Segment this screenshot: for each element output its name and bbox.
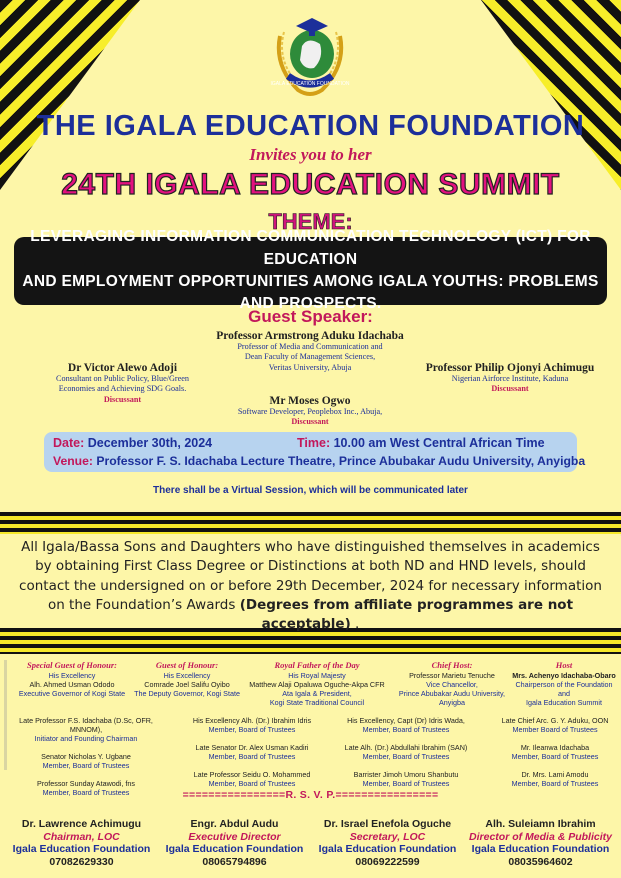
virtual-session-note: There shall be a Virtual Session, which will be communicated later xyxy=(153,485,468,496)
trustees-column-4: Late Chief Arc. G. Y. Aduku, OON Member Board of Trustees Mr. Ileanwa Idachaba Member, Board of Trustees Dr. Mrs. Lami Amodu Member, Board of Trustees xyxy=(501,716,609,788)
discussant-adoji-tag: Discussant xyxy=(103,394,142,404)
royal-father: Royal Father of the Day His Royal Majesty Matthew Alaji Opaluwa Oguche-Akpa CFR Ata Igala & President, Kogi State Traditional Council xyxy=(249,660,385,707)
discussant-achimugu-name: Professor Philip Ojonyi Achimugu xyxy=(425,362,595,374)
event-venue: Venue: Professor F. S. Idachaba Lecture Theatre, Prince Abubakar Audu University, Anyigba xyxy=(53,454,586,468)
chief-host: Chief Host: Professor Marietu Tenuche Vice Chancellor, Prince Abubakar Audu University, Anyigba xyxy=(398,660,506,707)
summit-title: 24TH IGALA EDUCATION SUMMIT xyxy=(61,168,560,201)
discussant-achimugu-tag: Discussant xyxy=(491,384,529,394)
theme-box xyxy=(14,228,607,313)
event-time: Time: 10.00 am West Central African Time xyxy=(297,436,545,450)
contact-achimugu: Dr. Lawrence Achimugu Chairman, LOC Igala Education Foundation 07082629330 xyxy=(12,818,151,868)
invites-text: Invites you to her xyxy=(249,145,372,164)
discussant-ogwo xyxy=(210,395,410,426)
discussant-achimugu-role: Nigerian Airforce Institute, Kaduna xyxy=(451,374,569,383)
main-speaker xyxy=(180,330,440,373)
host: Host Mrs. Achenyo Idachaba-Obaro Chairperson of the Foundation and Igala Education Summit xyxy=(512,660,616,707)
discussant-achimugu xyxy=(410,362,610,393)
discussant-ogwo-role: Software Developer, Peoplebox Inc., Abuja, xyxy=(237,407,383,416)
contact-oguche: Dr. Israel Enefola Oguche Secretary, LOC Igala Education Foundation 08069222599 xyxy=(318,818,457,868)
divider-band-top xyxy=(0,512,621,534)
main-speaker-role-2: Dean Faculty of Management Sciences, xyxy=(244,352,376,362)
event-info-box xyxy=(44,432,586,472)
discussant-ogwo-name: Mr Moses Ogwo xyxy=(269,395,351,407)
theme-line-1: LEVERAGING INFORMATION COMMUNICATION TECHNOLOGY (ICT) FOR EDUCATION xyxy=(30,228,591,268)
discussant-adoji-name: Dr Victor Alewo Adoji xyxy=(67,362,178,374)
invitation-disclaimer: (Degrees from affiliate programmes are not acceptable) xyxy=(239,596,574,633)
trustees-column-2: His Excellency Alh. (Dr.) Ibrahim Idris Member, Board of Trustees Late Senator Dr. Alex Usman Kadiri Member, Board of Trustees Late Professor Seidu O. Mohammed Member, Board of Trustees xyxy=(192,716,312,788)
main-speaker-role-1: Professor of Media and Communication and xyxy=(237,342,383,351)
foundation-title: THE IGALA EDUCATION FOUNDATION xyxy=(36,110,585,142)
discussant-ogwo-tag: Discussant xyxy=(291,417,329,427)
main-speaker-role-3: Veritas University, Abuja xyxy=(268,362,352,372)
invitation-paragraph: All Igala/Bassa Sons and Daughters who have distinguished themselves in academics by obtaining First Class Degree or Distinctions at both ND and HND levels, should contact the undersigned on or before 29th December, 2024 for necessary information on the Foundation’s Awards (Degrees from affiliate programmes are not acceptable) . xyxy=(19,539,602,633)
discussant-adoji xyxy=(30,362,215,404)
theme-label: THEME: xyxy=(268,209,353,234)
side-print-mark xyxy=(2,660,10,770)
trustees-column-3: His Excellency, Capt (Dr) Idris Wada, Member, Board of Trustees Late Alh. (Dr.) Abdullahi Ibrahim (SAN) Member, Board of Trustees Barrister Jimoh Umoru Shanbutu Member, Board of Trustees xyxy=(344,716,468,788)
contact-audu: Engr. Abdul Audu Executive Director Igala Education Foundation 08065794896 xyxy=(165,818,304,868)
rsvp-heading: ================R. S. V. P.================ xyxy=(182,789,439,801)
discussant-adoji-role-2: Economies and Achieving SDG Goals. xyxy=(58,384,187,394)
theme-line-2: AND EMPLOYMENT OPPORTUNITIES AMONG IGALA YOUTHS: PROBLEMS AND PROSPECTS. xyxy=(22,273,599,313)
main-speaker-name: Professor Armstrong Aduku Idachaba xyxy=(216,330,404,342)
guest-speaker-label: Guest Speaker: xyxy=(248,307,373,326)
special-guest-of-honour: Special Guest of Honour: His Excellency Alh. Ahmed Usman Ododo Executive Governor of Kogi State xyxy=(18,660,126,698)
seal-text: IGALA EDUCATION FOUNDATION xyxy=(270,81,350,87)
guest-of-honour: Guest of Honour: His Excellency Comrade Joel Salifu Oyibo The Deputy Governor, Kogi State xyxy=(134,660,240,698)
foundation-seal-logo xyxy=(268,6,352,100)
trustees-column-1: Late Professor F.S. Idachaba (D.Sc, OFR, MNNOM), Initiator and Founding Chairman Senator Nicholas Y. Ugbane Member, Board of Trustees Professor Sunday Atawodi, fns Member, Board of Trustees xyxy=(19,716,153,797)
discussant-adoji-role-1: Consultant on Public Policy, Blue/Green xyxy=(56,374,189,383)
contact-ibrahim: Alh. Suleiamn Ibrahim Director of Media & Publicity Igala Education Foundation 08035964602 xyxy=(469,818,612,868)
event-date: Date: December 30th, 2024 xyxy=(53,436,213,450)
